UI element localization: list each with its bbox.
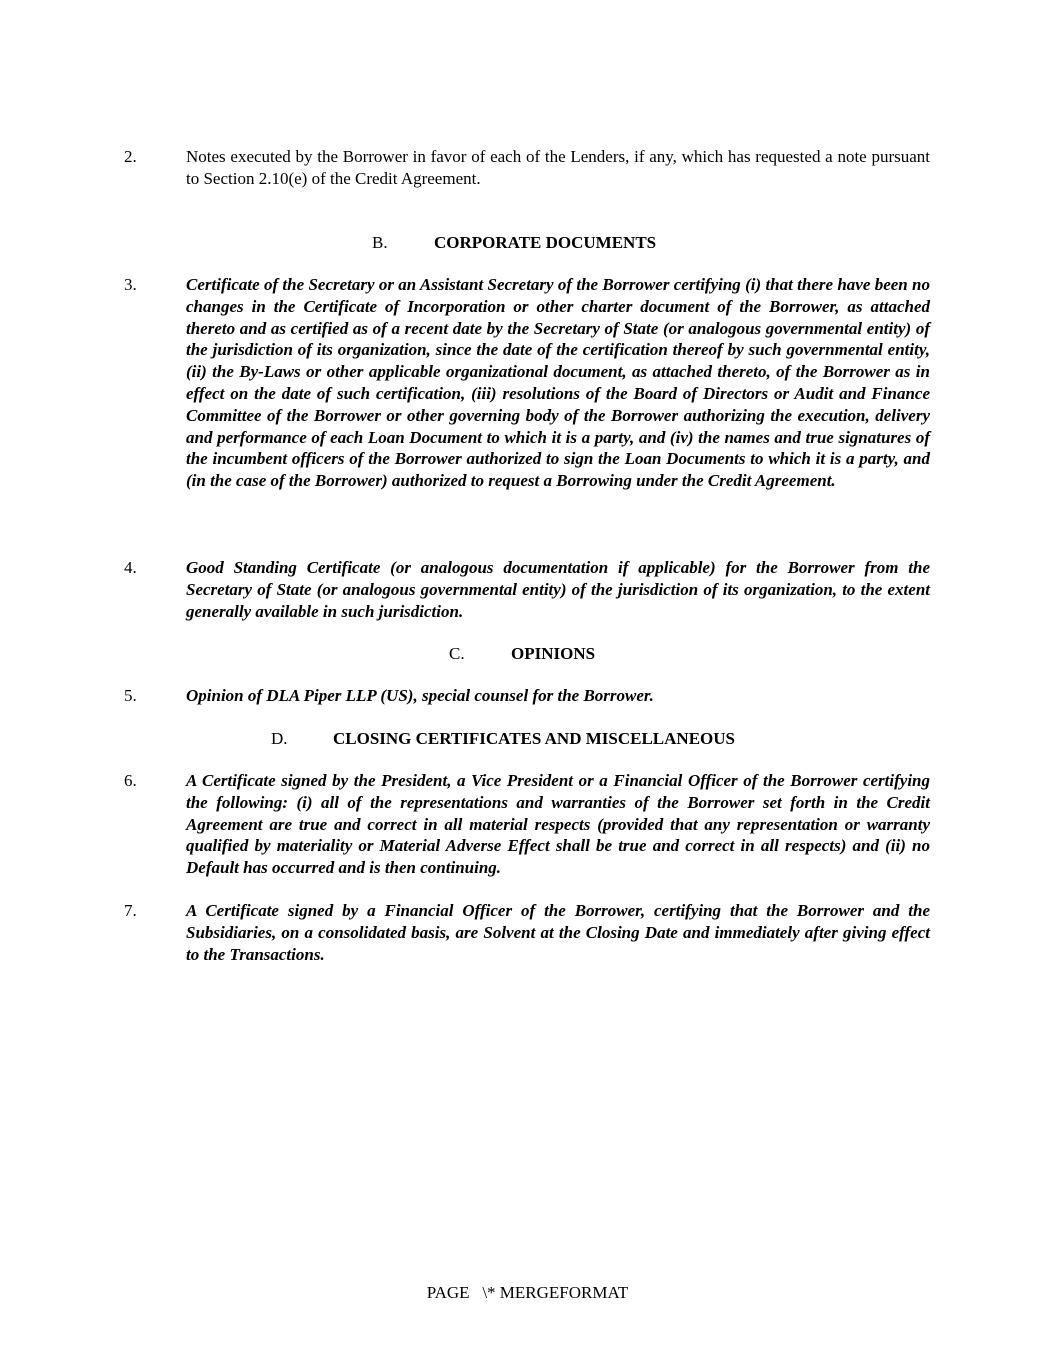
section-heading-b: [372, 232, 656, 254]
list-item-5: [124, 685, 930, 707]
list-item-3: [124, 274, 930, 492]
item-text: A Certificate signed by the President, a Vice President or a Financial Officer of the Borrower certifying the following: (i) all of the representations and warranties of the Borrower set forth in the Credit Agreement are true and correct in all material respects (provided that any representation or warranty qualified by materiality or Material Adverse Effect shall be true and correct in all respects) and (ii) no Default has occurred and is then continuing.: [186, 771, 930, 878]
list-item-4: [124, 557, 930, 622]
list-item-2: [124, 146, 930, 190]
item-number: 3.: [124, 275, 137, 294]
item-text: Certificate of the Secretary or an Assistant Secretary of the Borrower certifying (i) that there have been no changes in the Certificate of Incorporation or other charter document of the Borrower, as attached thereto and as certified as of a recent date by the Secretary of State (or analogous governmental entity) of the jurisdiction of its organization, since the date of the certification thereof by such governmental entity, (ii) the By-Laws or other applicable organizational document, as attached thereto, of the Borrower as in effect on the date of such certification, (iii) resolutions of the Board of Directors or Audit and Finance Committee of the Borrower or other governing body of the Borrower authorizing the execution, delivery and performance of each Loan Document to which it is a party, and (iv) the names and true signatures of the incumbent officers of the Borrower authorized to sign the Loan Documents to which it is a party, and (in the case of the Borrower) authorized to request a Borrowing under the Credit Agreement.: [186, 275, 930, 491]
list-item-6: [124, 770, 930, 879]
item-number: 7.: [124, 901, 137, 920]
section-letter: D.: [271, 729, 288, 748]
section-letter: B.: [372, 233, 388, 252]
item-text: A Certificate signed by a Financial Officer of the Borrower, certifying that the Borrower and the Subsidiaries, on a consolidated basis, are Solvent at the Closing Date and immediately after giving effect to the Transactions.: [186, 901, 930, 964]
page-footer: PAGE \* MERGEFORMAT: [426, 1283, 629, 1302]
section-title: CLOSING CERTIFICATES AND MISCELLANEOUS: [333, 729, 735, 748]
item-number: 4.: [124, 558, 137, 577]
section-heading-c: [449, 643, 595, 665]
section-title: OPINIONS: [511, 644, 596, 663]
item-text: Notes executed by the Borrower in favor of each of the Lenders, if any, which has requested a note pursuant to Section 2.10(e) of the Credit Agreement.: [186, 147, 930, 188]
section-heading-d: [271, 728, 735, 750]
item-number: 2.: [124, 147, 137, 166]
item-number: 6.: [124, 771, 137, 790]
section-letter: C.: [449, 644, 465, 663]
item-text: Good Standing Certificate (or analogous documentation if applicable) for the Borrower from the Secretary of State (or analogous governmental entity) of the jurisdiction of its organization, to the extent generally available in such jurisdiction.: [186, 558, 930, 621]
item-text: Opinion of DLA Piper LLP (US), special counsel for the Borrower.: [186, 686, 654, 705]
list-item-7: [124, 900, 930, 965]
item-number: 5.: [124, 686, 137, 705]
section-title: CORPORATE DOCUMENTS: [434, 233, 657, 252]
